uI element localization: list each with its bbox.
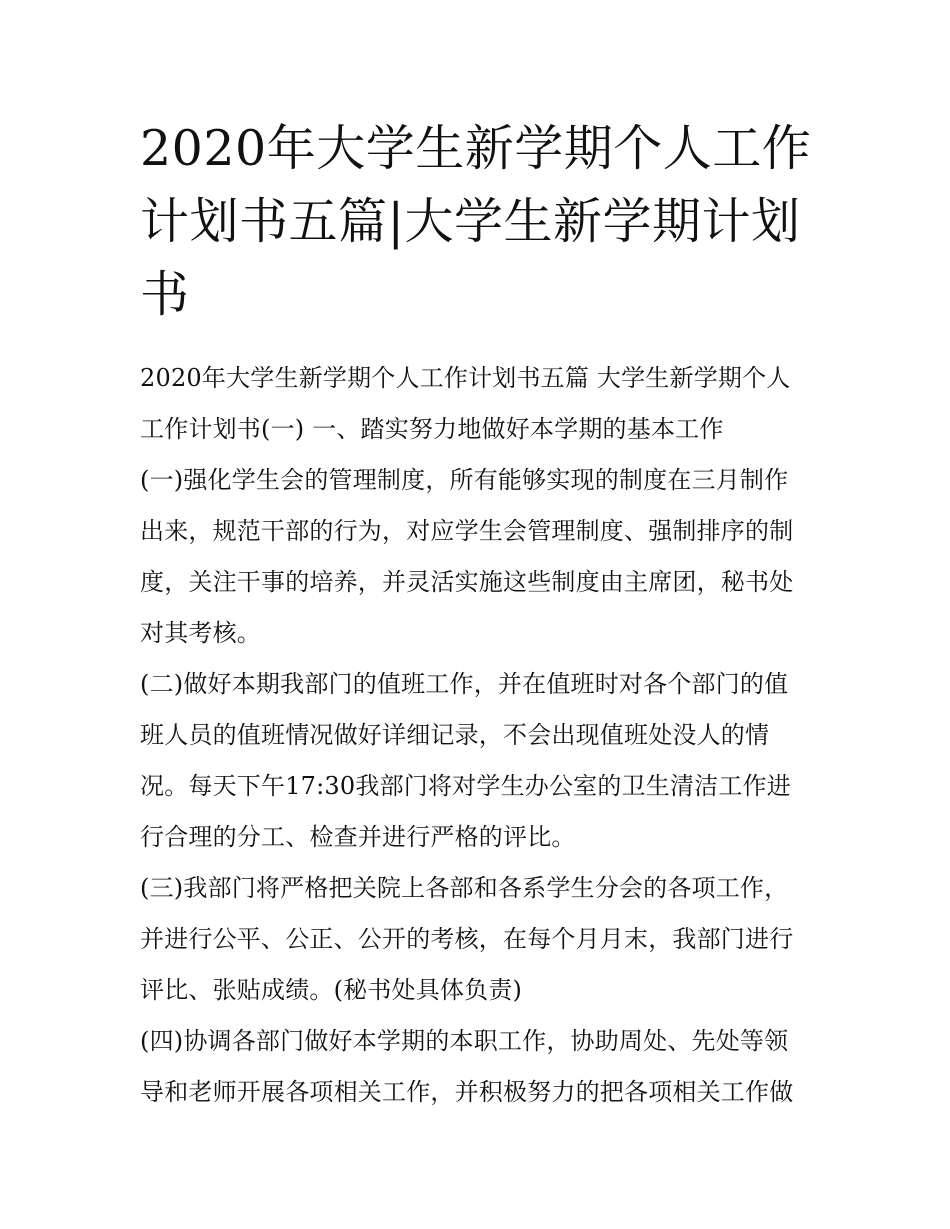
document-content [140,112,812,1118]
paragraph-item-4: (四)协调各部门做好本学期的本职工作，协助周处、先处等领导和老师开展各项相关工作，并积极努力的把各项相关工作做 [140,1027,794,1106]
paragraph-item-3: (三)我部门将严格把关院上各部和各系学生分会的各项工作，并进行公平、公正、公开的考核，在每个月月末，我部门进行评比、张贴成绩。(秘书处具体负责) [140,874,794,1004]
paragraph-item-2: (二)做好本期我部门的值班工作，并在值班时对各个部门的值班人员的值班情况做好详细记录，不会出现值班处没人的情况。每天下午17:30我部门将对学生办公室的卫生清洁工作进行合理的分工、检查并进行严格的评比。 [140,670,791,851]
paragraph-intro: 2020年大学生新学期个人工作计划书五篇 大学生新学期个人工作计划书(一) 一、踏实努力地做好本学期的基本工作 [140,364,791,443]
paragraph-item-1: (一)强化学生会的管理制度，所有能够实现的制度在三月制作出来，规范干部的行为，对应学生会管理制度、强制排序的制度，关注干事的培养，并灵活实施这些制度由主席团，秘书处对其考核。 [140,466,794,647]
document-body [140,353,812,1118]
document-title: 2020年大学生新学期个人工作计划书五篇|大学生新学期计划书 [140,120,812,323]
